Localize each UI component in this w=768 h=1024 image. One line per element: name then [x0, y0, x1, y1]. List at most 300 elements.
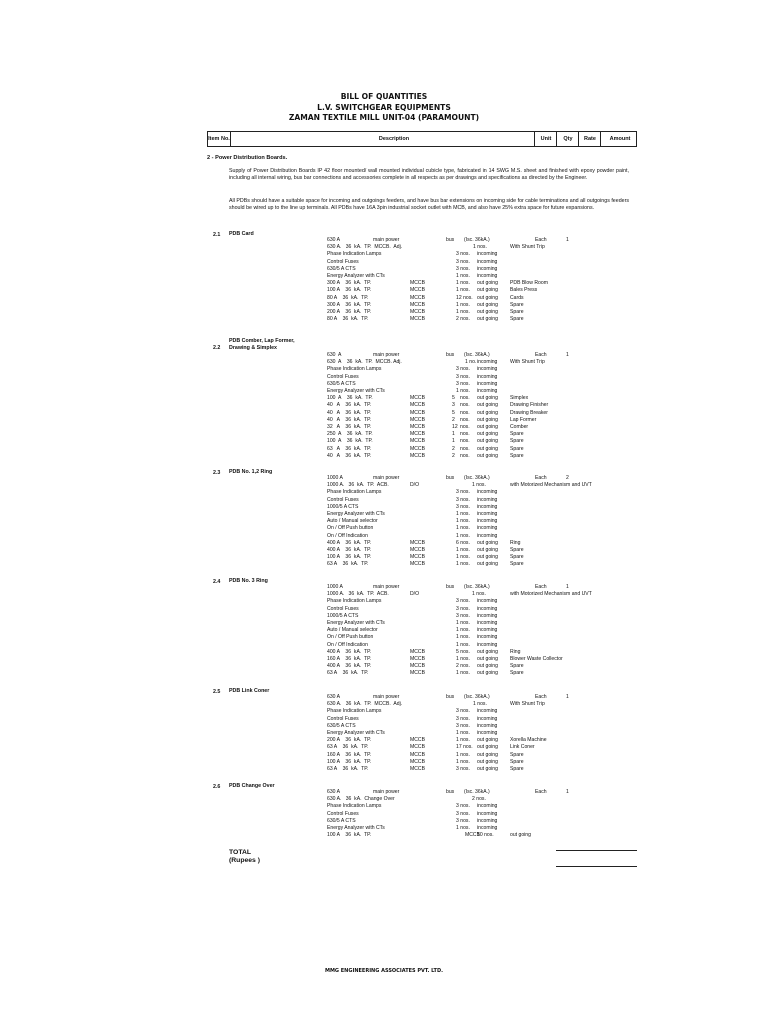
row-cell: 2: [452, 452, 455, 459]
row-cell: out going: [477, 445, 498, 452]
row-cell: main power: [373, 237, 400, 243]
row-cell: 3 nos.: [456, 380, 470, 387]
row-cell: Phase Indication Lamps: [327, 366, 382, 373]
row-cell: (Isc. 36kA.): [464, 694, 490, 700]
row-cell: Spare: [510, 452, 524, 459]
table-row: [0, 309, 768, 316]
row-cell: 80 A 36 kA. TP.: [327, 294, 369, 301]
table-row: [0, 752, 768, 759]
table-row: [0, 402, 768, 409]
table-row: [0, 591, 768, 598]
table-row: [0, 395, 768, 402]
row-cell: 1 nos.: [456, 280, 470, 287]
row-cell: 12: [452, 424, 458, 430]
row-cell: With Shunt Trip: [510, 244, 545, 251]
row-cell: incoming: [477, 708, 498, 715]
row-cell: Spare: [510, 766, 524, 772]
table-row: [0, 818, 768, 825]
row-cell: Each: [535, 237, 547, 243]
row-cell: 100 A 36 kA. TP.: [327, 758, 372, 765]
row-cell: 1 nos.: [456, 388, 470, 394]
table-row: [0, 533, 768, 540]
row-cell: MCCB: [410, 301, 425, 308]
row-cell: out going: [477, 656, 498, 662]
row-cell: nos.: [460, 416, 470, 423]
row-cell: incoming: [477, 359, 498, 366]
row-cell: 40 A 36 kA. TP.: [327, 416, 372, 423]
row-cell: 1000/5 A CTS: [327, 612, 359, 619]
header-unit: Unit: [534, 132, 557, 146]
row-cell: With Shunt Trip: [510, 359, 545, 366]
row-cell: incoming: [477, 634, 498, 641]
row-cell: Drawing Breaker: [510, 409, 548, 416]
table-row: [0, 266, 768, 273]
row-cell: 2: [452, 445, 455, 452]
row-cell: 300 A 36 kA. TP.: [327, 301, 372, 308]
row-cell: MCCB: [410, 438, 425, 445]
table-row: [0, 287, 768, 294]
row-cell: 1: [566, 237, 569, 243]
row-cell: incoming: [477, 265, 498, 272]
row-cell: out going: [477, 758, 498, 765]
table-row: [0, 482, 768, 489]
row-cell: 400 A 36 kA. TP.: [327, 663, 372, 670]
subsection-title: PDB Comber, Lap Former, Drawing & Simplex: [229, 338, 295, 351]
row-cell: 3 nos.: [456, 817, 470, 824]
row-cell: 1 nos.: [456, 656, 470, 662]
row-cell: 200 A 36 kA. TP.: [327, 737, 372, 744]
subsection-number: 2.6: [213, 784, 221, 790]
subsection-number: 2.2: [213, 345, 221, 351]
row-cell: Each: [535, 352, 547, 358]
row-cell: bus: [446, 237, 455, 243]
row-cell: 630 A 36 kA. TP. MCCB. Adj.: [327, 359, 402, 366]
row-cell: 1 nos.: [456, 620, 470, 626]
row-cell: 40 A 36 kA. TP.: [327, 409, 372, 416]
table-row: [0, 554, 768, 561]
row-cell: Spare: [510, 758, 524, 765]
row-cell: main power: [373, 789, 400, 795]
row-cell: 1000 A: [327, 475, 343, 481]
row-cell: 3 nos.: [456, 503, 470, 510]
row-cell: Each: [535, 694, 547, 700]
header-rate: Rate: [578, 132, 601, 146]
row-cell: 3 nos.: [456, 612, 470, 619]
header-qty: Qty: [556, 132, 579, 146]
row-cell: (Isc. 36kA.): [464, 352, 490, 358]
table-row: [0, 663, 768, 670]
row-cell: MCCB: [410, 737, 425, 744]
row-cell: MCCB: [410, 402, 425, 409]
row-cell: 2 nos.: [456, 663, 470, 670]
row-cell: 630 A: [327, 237, 341, 243]
row-cell: MCCB: [410, 280, 425, 287]
table-row: [0, 649, 768, 656]
row-cell: 100 A 36 kA. TP.: [327, 554, 372, 561]
row-cell: incoming: [477, 627, 498, 634]
table-row: [0, 759, 768, 766]
row-cell: 1 nos.: [472, 482, 486, 489]
table-row: [0, 642, 768, 649]
table-row: [0, 251, 768, 258]
row-cell: out going: [477, 438, 498, 445]
row-cell: out going: [477, 424, 498, 430]
row-cell: 6 nos.: [456, 539, 470, 546]
row-cell: Spare: [510, 561, 524, 568]
row-cell: (Isc. 36kA.): [464, 237, 490, 243]
row-cell: out going: [477, 751, 498, 758]
row-cell: MCCB: [410, 452, 425, 459]
row-cell: 400 A 36 kA. TP.: [327, 648, 372, 655]
subsection-title: PDB Link Coner: [229, 688, 270, 694]
row-cell: out going: [477, 416, 498, 423]
header-item-no: Item No.: [208, 136, 230, 142]
row-cell: 3 nos.: [456, 722, 470, 729]
subsection-number: 2.3: [213, 470, 221, 476]
row-cell: Phase Indication Lamps: [327, 708, 382, 715]
table-row: [0, 656, 768, 663]
row-cell: out going: [477, 301, 498, 308]
row-cell: 1000 A: [327, 584, 343, 590]
header-description: Description: [230, 132, 557, 146]
row-cell: 1 nos.: [472, 591, 486, 598]
row-cell: 160 A 36 kA. TP.: [327, 656, 372, 662]
row-cell: 5: [452, 395, 455, 402]
row-cell: 1 nos.: [456, 518, 470, 525]
row-cell: Bales Press: [510, 287, 538, 294]
row-cell: 3: [452, 402, 455, 409]
row-cell: 3 nos.: [456, 496, 470, 503]
row-cell: incoming: [477, 620, 498, 626]
row-cell: 300 A 36 kA. TP.: [327, 280, 372, 287]
row-cell: Control Fuses: [327, 258, 359, 265]
table-row: [0, 431, 768, 438]
row-cell: out going: [477, 648, 498, 655]
table-row: [0, 244, 768, 251]
row-cell: 3 nos.: [456, 366, 470, 373]
row-cell: Energy Analyzer with CTs: [327, 730, 385, 736]
row-cell: 40 A 36 kA. TP.: [327, 452, 372, 459]
row-cell: incoming: [477, 810, 498, 817]
table-row: [0, 701, 768, 708]
row-cell: On / Off Indication: [327, 532, 368, 539]
row-cell: out going: [510, 832, 531, 839]
table-row: [0, 504, 768, 511]
row-cell: 1 nos.: [456, 737, 470, 744]
row-cell: Control Fuses: [327, 715, 359, 722]
row-cell: incoming: [477, 598, 498, 605]
row-cell: Control Fuses: [327, 605, 359, 612]
row-cell: 1000/5 A CTS: [327, 503, 359, 510]
table-row: [0, 475, 768, 482]
table-row: [0, 316, 768, 323]
table-row: [0, 811, 768, 818]
row-cell: 1 nos.: [456, 758, 470, 765]
row-cell: With Shunt Trip: [510, 701, 545, 708]
row-cell: MCCB: [410, 409, 425, 416]
row-cell: 1 nos.: [456, 634, 470, 641]
row-cell: 1: [566, 584, 569, 590]
table-row: [0, 280, 768, 287]
row-cell: 100 A 36 kA. TP.: [327, 287, 372, 294]
row-cell: incoming: [477, 803, 498, 810]
row-cell: Comber: [510, 424, 529, 430]
subsection-title: PDB Card: [229, 231, 254, 237]
row-cell: main power: [373, 475, 400, 481]
table-row: [0, 584, 768, 591]
row-cell: out going: [477, 395, 498, 402]
footer: MMG ENGINEERING ASSOCIATES PVT. LTD.: [324, 968, 444, 974]
subsection-number: 2.4: [213, 579, 221, 585]
row-cell: 3 nos.: [456, 605, 470, 612]
row-cell: 5 nos.: [456, 648, 470, 655]
row-cell: 63 A 36 kA. TP.: [327, 561, 369, 568]
table-row: [0, 708, 768, 715]
row-cell: 1 nos.: [456, 641, 470, 648]
row-cell: MCCB: [410, 766, 425, 772]
row-cell: Cards: [510, 294, 524, 301]
row-cell: incoming: [477, 532, 498, 539]
row-cell: incoming: [477, 525, 498, 532]
table-row: [0, 634, 768, 641]
row-cell: 3 nos.: [456, 810, 470, 817]
row-cell: Energy Analyzer with CTs: [327, 511, 385, 517]
row-cell: 40 A 36 kA. TP.: [327, 402, 372, 409]
table-row: [0, 737, 768, 744]
row-cell: out going: [477, 287, 498, 294]
row-cell: 3 nos.: [456, 708, 470, 715]
row-cell: 1 nos.: [456, 554, 470, 561]
row-cell: 1: [452, 438, 455, 445]
table-row: [0, 613, 768, 620]
row-cell: Spare: [510, 554, 524, 561]
row-cell: Energy Analyzer with CTs: [327, 620, 385, 626]
row-cell: MCCB: [410, 316, 425, 323]
row-cell: Blower Waste Collector: [510, 656, 563, 662]
row-cell: bus: [446, 694, 455, 700]
row-cell: MCCB: [410, 287, 425, 294]
row-cell: Each: [535, 789, 547, 795]
row-cell: 400 A 36 kA. TP.: [327, 539, 372, 546]
table-row: [0, 518, 768, 525]
row-cell: 1 nos.: [456, 511, 470, 517]
row-cell: Energy Analyzer with CTs: [327, 825, 385, 831]
table-row: [0, 374, 768, 381]
total-block: [229, 849, 260, 865]
row-cell: 1 nos.: [456, 561, 470, 568]
row-cell: incoming: [477, 817, 498, 824]
row-cell: out going: [477, 431, 498, 438]
row-cell: incoming: [477, 715, 498, 722]
table-row: [0, 511, 768, 518]
row-cell: out going: [477, 554, 498, 561]
row-cell: main power: [373, 584, 400, 590]
table-row: [0, 352, 768, 359]
row-cell: 3 nos.: [456, 766, 470, 772]
table-row: [0, 410, 768, 417]
row-cell: with Motorized Mechanism and UVT: [510, 482, 592, 489]
row-cell: incoming: [477, 503, 498, 510]
row-cell: 1: [566, 694, 569, 700]
table-row: [0, 620, 768, 627]
row-cell: Spare: [510, 438, 524, 445]
table-row: [0, 730, 768, 737]
row-cell: out going: [477, 766, 498, 772]
row-cell: out going: [477, 452, 498, 459]
row-cell: Ring: [510, 648, 521, 655]
row-cell: 200 A 36 kA. TP.: [327, 309, 372, 315]
row-cell: with Motorized Mechanism and UVT: [510, 591, 592, 598]
row-cell: nos.: [460, 402, 470, 409]
row-cell: Spare: [510, 431, 524, 438]
row-cell: MCCB: [410, 670, 425, 677]
row-cell: MCCB: [410, 431, 425, 438]
row-cell: 1 nos.: [456, 273, 470, 279]
row-cell: Xorella Machine: [510, 737, 547, 744]
table-row: [0, 273, 768, 280]
table-row: [0, 237, 768, 244]
document-title: [0, 92, 768, 124]
table-row: [0, 446, 768, 453]
row-cell: Lap Former: [510, 416, 537, 423]
row-cell: Spare: [510, 316, 524, 323]
row-cell: out going: [477, 409, 498, 416]
row-cell: 1: [566, 789, 569, 795]
row-cell: PDB Blow Room: [510, 280, 548, 287]
row-cell: 63 A 36 kA. TP.: [327, 445, 372, 452]
row-cell: Phase Indication Lamps: [327, 489, 382, 496]
subsection-title: PDB No. 3 Ring: [229, 578, 268, 584]
row-cell: 1 nos.: [456, 287, 470, 294]
table-row: [0, 424, 768, 431]
row-cell: Energy Analyzer with CTs: [327, 273, 385, 279]
row-cell: MCCB: [410, 547, 425, 553]
row-cell: 100 A 36 kA. TP.: [327, 395, 373, 402]
header-amount: Amount: [600, 132, 639, 146]
row-cell: 630/5 A CTS: [327, 722, 356, 729]
row-cell: nos.: [460, 409, 470, 416]
table-row: [0, 598, 768, 605]
total-rupees: (Rupees ): [229, 857, 260, 864]
table-row: [0, 388, 768, 395]
total-line-2: [556, 866, 637, 867]
row-cell: bus: [446, 789, 455, 795]
row-cell: MCCB: [410, 656, 425, 662]
paragraph-1: Supply of Power Distribution Boards IP 42 floor mounted/ wall mounted individual cubicle type, fabricated in 14 SWG M.S. sheet and finished with epoxy powder paint, including all internal wiring, bus bar connections and accessories complete in all respects as per drawings and specifications as directed by the Engineer.: [229, 168, 629, 181]
row-cell: 1 nos.: [456, 670, 470, 677]
row-cell: nos.: [460, 452, 470, 459]
table-header: [207, 131, 637, 147]
row-cell: Control Fuses: [327, 373, 359, 380]
row-cell: incoming: [477, 366, 498, 373]
row-cell: (Isc. 36kA.): [464, 475, 490, 481]
row-cell: 1 nos.: [456, 730, 470, 736]
table-row: [0, 366, 768, 373]
row-cell: Spare: [510, 663, 524, 670]
row-cell: MCCB: [410, 554, 425, 561]
table-row: [0, 789, 768, 796]
row-cell: MCCB: [410, 309, 425, 315]
row-cell: 1 nos.: [473, 701, 487, 708]
row-cell: MCCB: [410, 416, 425, 423]
row-cell: Auto / Manual selector: [327, 627, 378, 634]
row-cell: Control Fuses: [327, 496, 359, 503]
row-cell: incoming: [477, 825, 498, 831]
row-cell: out going: [477, 737, 498, 744]
row-cell: 3 nos.: [456, 803, 470, 810]
row-cell: 630/5 A CTS: [327, 380, 356, 387]
table-row: [0, 259, 768, 266]
row-cell: On / Off Push button: [327, 525, 374, 532]
subsection-number: 2.5: [213, 689, 221, 695]
row-cell: MCCB: [410, 294, 425, 301]
row-cell: 250 A 36 kA. TP.: [327, 431, 373, 438]
row-cell: 630 A. 36 kA. TP. MCCB. Adj.: [327, 244, 403, 251]
row-cell: incoming: [477, 373, 498, 380]
row-cell: 100 A 36 kA. TP.: [327, 438, 373, 445]
row-cell: Spare: [510, 751, 524, 758]
row-cell: 3 nos.: [456, 489, 470, 496]
row-cell: Each: [535, 584, 547, 590]
subsection-title: PDB No. 1,2 Ring: [229, 469, 273, 475]
table-row: [0, 716, 768, 723]
row-cell: bus: [446, 475, 455, 481]
row-cell: 63 A 36 kA. TP.: [327, 744, 369, 751]
row-cell: 1 nos.: [456, 525, 470, 532]
table-row: [0, 723, 768, 730]
row-cell: 1: [452, 431, 455, 438]
table-row: [0, 694, 768, 701]
row-cell: MCCB: [410, 561, 425, 568]
row-cell: MCCB: [410, 539, 425, 546]
row-cell: 160 A 36 kA. TP.: [327, 751, 372, 758]
row-cell: 1000 A. 36 kA. TP. ACB.: [327, 482, 389, 489]
table-row: [0, 832, 768, 839]
row-cell: 2 nos.: [472, 796, 486, 803]
table-row: [0, 744, 768, 751]
row-cell: incoming: [477, 612, 498, 619]
table-row: [0, 489, 768, 496]
row-cell: 3 nos.: [456, 265, 470, 272]
row-cell: incoming: [477, 641, 498, 648]
row-cell: Energy Analyzer with CTs: [327, 388, 385, 394]
row-cell: 80 A 36 kA. TP.: [327, 316, 369, 323]
row-cell: 3 nos.: [456, 373, 470, 380]
table-row: [0, 497, 768, 504]
row-cell: incoming: [477, 722, 498, 729]
row-cell: 3 nos.: [456, 258, 470, 265]
row-cell: Phase Indication Lamps: [327, 598, 382, 605]
row-cell: nos.: [460, 438, 470, 445]
row-cell: incoming: [477, 496, 498, 503]
row-cell: 2 nos.: [456, 316, 470, 323]
row-cell: Spare: [510, 309, 524, 315]
table-row: [0, 825, 768, 832]
row-cell: 630/5 A CTS: [327, 265, 356, 272]
row-cell: 630 A. 36 kA. TP. MCCB. Adj.: [327, 701, 403, 708]
table-row: [0, 438, 768, 445]
row-cell: out going: [477, 547, 498, 553]
row-cell: 630 A: [327, 694, 341, 700]
row-cell: 1 nos.: [456, 825, 470, 831]
row-cell: 3 nos.: [456, 715, 470, 722]
subsection-number: 2.1: [213, 232, 221, 238]
row-cell: D/O: [410, 482, 420, 489]
table-row: [0, 796, 768, 803]
row-cell: Simplex: [510, 395, 529, 402]
row-cell: out going: [477, 663, 498, 670]
row-cell: Spare: [510, 301, 524, 308]
